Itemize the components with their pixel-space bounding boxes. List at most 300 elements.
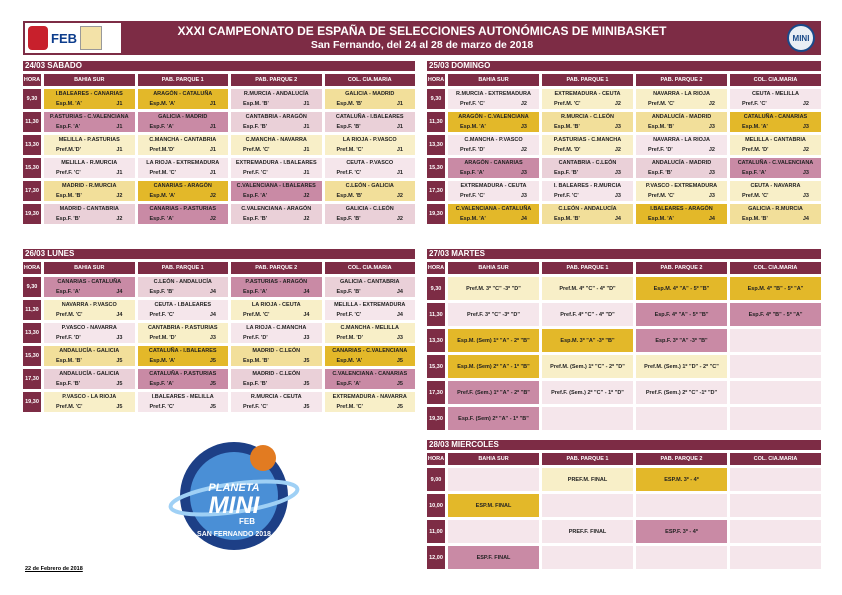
game-cell [730, 204, 821, 224]
game-cell [44, 369, 135, 389]
match-round: J4 [396, 312, 403, 318]
venue-header: BAHIA SUR [44, 262, 135, 274]
match-label: Pref.M. (Sem.) 1º "D" - 2º "C" [644, 363, 719, 370]
day-header: 24/03 SABADO [23, 61, 415, 71]
match-teams: ANDALUCÍA - MADRID [651, 114, 712, 120]
venue-header: PAB. PARQUE 1 [542, 453, 633, 465]
match-round: J2 [396, 193, 403, 199]
game-cell [448, 407, 539, 430]
game-cell [138, 323, 229, 343]
match-round: J5 [396, 404, 403, 410]
match-label: Pref.M. 4º "C" - 4º "D" [559, 285, 616, 292]
match-teams: C.MANCHA - P.VASCO [464, 137, 523, 143]
game-cell [636, 158, 727, 178]
game-cell [636, 204, 727, 224]
hora-header: HORA [427, 453, 445, 465]
match-teams: CANARIAS - P.ASTURIAS [149, 206, 216, 212]
match-teams: CANTABRIA - P.ASTURIAS [147, 325, 218, 331]
match-teams: ANDALUCÍA - MADRID [651, 160, 712, 166]
game-cell [636, 355, 727, 378]
match-label: Esp.M. 3º "A" -3º "B" [560, 337, 615, 344]
match-label: Esp.M. 4º "B" - 5º "A" [747, 285, 804, 292]
match-round: J4 [209, 289, 216, 295]
match-round: J1 [396, 147, 403, 153]
match-teams: NAVARRA - LA RIOJA [653, 91, 710, 97]
match-round: J5 [303, 358, 310, 364]
match-round: J5 [209, 358, 216, 364]
match-category: Pref.M. 'C' [243, 312, 270, 318]
match-round: J1 [396, 170, 403, 176]
match-category: Pref.M. 'C' [648, 193, 675, 199]
match-round: J5 [303, 404, 310, 410]
schedule-row [23, 204, 415, 224]
match-category: Pref.F. 'C' [554, 193, 579, 199]
game-cell [138, 369, 229, 389]
game-cell [231, 277, 322, 297]
schedule-miercoles [427, 440, 821, 569]
match-teams: R.MURCIA - CEUTA [250, 394, 302, 400]
match-label: Esp.M. (Sem) 1º "A" - 2º "B" [457, 337, 530, 344]
game-cell [231, 369, 322, 389]
time-cell: 15,30 [23, 158, 41, 178]
match-teams: MADRID - C.LEÓN [252, 348, 301, 354]
match-round: J1 [303, 101, 310, 107]
game-cell [636, 112, 727, 132]
match-label: Esp.F. (Sem) 2º "A" - 1º "B" [458, 415, 529, 422]
game-cell [448, 468, 539, 491]
time-cell: 11,30 [23, 112, 41, 132]
match-teams: GALICIA - C.LEÓN [345, 206, 394, 212]
game-cell [542, 112, 633, 132]
match-category: Esp.M. 'B' [554, 216, 580, 222]
match-round: J4 [209, 312, 216, 318]
match-teams: CANTABRIA - ARAGÓN [245, 114, 307, 120]
match-category: Esp.F. 'A' [243, 289, 268, 295]
game-cell [138, 300, 229, 320]
match-category: Pref.M.'D' [149, 147, 175, 153]
match-teams: ARAGÓN - CANARIAS [464, 160, 523, 166]
match-category: Pref.F. 'D' [243, 335, 268, 341]
match-category: Esp.M. 'B' [648, 124, 674, 130]
match-round: J3 [614, 170, 621, 176]
time-cell: 17,30 [23, 181, 41, 201]
match-teams: R.MURCIA - ANDALUCÍA [243, 91, 309, 97]
venue-header: PAB. PARQUE 1 [542, 74, 633, 86]
game-cell [231, 181, 322, 201]
venue-header: PAB. PARQUE 2 [636, 262, 727, 274]
match-round: J3 [116, 335, 123, 341]
game-cell [542, 204, 633, 224]
match-teams: CATALUÑA - I.BALEARES [148, 348, 217, 354]
time-cell: 11,00 [427, 520, 445, 543]
match-teams: CATALUÑA - C.VALENCIANA [737, 160, 814, 166]
venue-header: COL. CIA.MARIA [730, 453, 821, 465]
match-category: Pref.F. 'C' [742, 101, 767, 107]
game-cell [325, 300, 416, 320]
match-round: J2 [708, 147, 715, 153]
game-cell [730, 546, 821, 569]
match-round: J4 [614, 216, 621, 222]
game-cell [636, 381, 727, 404]
game-cell [542, 520, 633, 543]
match-round: J5 [116, 358, 123, 364]
game-cell [138, 158, 229, 178]
match-teams: CATALUÑA - P.ASTURIAS [149, 371, 217, 377]
page-header [23, 21, 821, 55]
match-round: J2 [209, 193, 216, 199]
game-cell [730, 520, 821, 543]
match-teams: P.ASTURIAS - ARAGÓN [245, 279, 308, 285]
match-category: Esp.F. 'B' [554, 170, 579, 176]
game-cell [231, 204, 322, 224]
match-label: ESP.M. 3º - 4º [664, 476, 699, 483]
schedule-row [427, 546, 821, 569]
schedule-row [23, 112, 415, 132]
game-cell [730, 303, 821, 326]
match-round: J4 [303, 312, 310, 318]
hora-header: HORA [23, 262, 41, 274]
schedule-row [23, 369, 415, 389]
game-cell [636, 135, 727, 155]
game-cell [325, 89, 416, 109]
schedule-row [23, 323, 415, 343]
game-cell [448, 158, 539, 178]
hora-header: HORA [427, 74, 445, 86]
game-cell [44, 181, 135, 201]
match-teams: R.MURCIA - C.LEÓN [561, 114, 614, 120]
match-category: Esp.M. 'A' [149, 193, 176, 199]
match-teams: CANARIAS - C.VALENCIANA [332, 348, 408, 354]
match-category: Pref.F. 'C' [460, 193, 485, 199]
match-round: J2 [520, 147, 527, 153]
page-title: XXXI CAMPEONATO DE ESPAÑA DE SELECCIONES AUTONÓMICAS DE MINIBASKET [177, 24, 667, 38]
match-category: Pref.M. 'C' [648, 101, 675, 107]
match-teams: MADRID - CANTABRIA [59, 206, 119, 212]
match-teams: CEUTA - P.VASCO [346, 160, 394, 166]
venue-header: BAHIA SUR [448, 262, 539, 274]
match-teams: LA RIOJA - C.MANCHA [246, 325, 307, 331]
match-category: Esp.M. 'A' [648, 216, 674, 222]
match-round: J3 [303, 335, 310, 341]
poster-planeta: PLANETA [208, 482, 260, 494]
match-teams: NAVARRA - P.VASCO [61, 302, 117, 308]
schedule-row [427, 135, 821, 155]
match-category: Esp.M. 'B' [56, 358, 82, 364]
match-category: Esp.M. 'A' [56, 101, 82, 107]
match-round: J2 [520, 101, 527, 107]
match-label: PREF.F. FINAL [568, 528, 607, 535]
time-cell: 15,30 [427, 355, 445, 378]
match-category: Pref.F. 'C' [336, 170, 362, 176]
schedule-row [427, 381, 821, 404]
match-category: Esp.F. 'B' [56, 216, 81, 222]
match-category: Esp.F. 'A' [149, 216, 174, 222]
game-cell [636, 468, 727, 491]
game-cell [542, 546, 633, 569]
match-category: Pref.M. 'D' [149, 335, 176, 341]
match-round: J1 [303, 147, 310, 153]
venue-header: PAB. PARQUE 2 [636, 74, 727, 86]
match-round: J2 [614, 147, 621, 153]
match-round: J2 [396, 216, 403, 222]
game-cell [542, 158, 633, 178]
match-round: J5 [209, 381, 216, 387]
game-cell [231, 323, 322, 343]
time-cell: 13,30 [427, 135, 445, 155]
time-cell: 15,30 [23, 346, 41, 366]
time-cell: 19,30 [427, 204, 445, 224]
match-category: Pref.M.'D' [56, 147, 81, 153]
game-cell [231, 135, 322, 155]
game-cell [231, 158, 322, 178]
time-cell: 9,30 [23, 89, 41, 109]
match-round: J1 [209, 101, 216, 107]
match-label: Esp.F. 4º "B" - 5º "A" [748, 311, 803, 318]
match-category: Pref.F. 'C' [243, 404, 268, 410]
day-header: 27/03 MARTES [427, 249, 821, 259]
match-round: J4 [708, 216, 715, 222]
match-teams: I.BALEARES - MELILLA [151, 394, 214, 400]
match-category: Esp.M. 'B' [554, 124, 580, 130]
match-teams: ARAGÓN - C.VALENCIANA [458, 114, 529, 120]
match-teams: R.MURCIA - EXTREMADURA [456, 91, 531, 97]
match-category: Esp.M. 'B' [243, 101, 269, 107]
match-teams: I. BALEARES - R.MURCIA [553, 183, 622, 189]
match-label: ESP.F. 3º - 4º [665, 528, 698, 535]
game-cell [44, 323, 135, 343]
match-category: Esp.M. 'A' [336, 358, 363, 364]
match-category: Pref.M. 'C' [336, 147, 363, 153]
page-subtitle: San Fernando, del 24 al 28 de marzo de 2018 [310, 39, 534, 51]
schedule-row [23, 346, 415, 366]
match-round: J4 [802, 216, 809, 222]
match-label: Pref.F. 4º "C" - 4º "D" [560, 311, 615, 318]
match-category: Pref.M. 'C' [336, 404, 363, 410]
game-cell [730, 89, 821, 109]
match-label: Pref.M. 3º "C" -3º "D" [466, 285, 521, 292]
schedule-row [427, 277, 821, 300]
match-label: Pref.F. 3º "C" -3º "D" [467, 311, 520, 318]
game-cell [138, 89, 229, 109]
game-cell [730, 407, 821, 430]
game-cell [44, 277, 135, 297]
match-round: J4 [116, 312, 123, 318]
match-round: J3 [614, 124, 621, 130]
game-cell [44, 346, 135, 366]
match-round: J3 [802, 193, 809, 199]
match-teams: EXTREMADURA - CEUTA [460, 183, 527, 189]
venue-header: COL. CIA.MARIA [730, 74, 821, 86]
game-cell [448, 89, 539, 109]
schedule-row [427, 329, 821, 352]
match-round: J1 [209, 170, 216, 176]
game-cell [325, 369, 416, 389]
time-cell: 13,30 [427, 329, 445, 352]
game-cell [636, 89, 727, 109]
match-round: J3 [614, 193, 621, 199]
match-teams: P.VASCO - EXTREMADURA [645, 183, 718, 189]
schedule-row [23, 300, 415, 320]
match-teams: ANDALUCÍA - GALICIA [59, 348, 120, 354]
match-teams: EXTREMADURA - CEUTA [554, 91, 621, 97]
match-category: Esp.F. 'B' [243, 216, 268, 222]
game-cell [730, 355, 821, 378]
game-cell [325, 323, 416, 343]
game-cell [542, 468, 633, 491]
schedule-row [23, 89, 415, 109]
match-round: J5 [303, 381, 310, 387]
match-round: J3 [802, 170, 809, 176]
match-category: Esp.F. 'A' [336, 381, 361, 387]
venue-header: PAB. PARQUE 2 [231, 74, 322, 86]
venue-header-row [23, 262, 415, 274]
game-cell [730, 468, 821, 491]
game-cell [231, 346, 322, 366]
match-round: J1 [303, 124, 310, 130]
schedule-row [23, 135, 415, 155]
time-cell: 9,00 [427, 468, 445, 491]
match-category: Pref.F. 'C' [149, 404, 175, 410]
time-cell: 17,30 [427, 381, 445, 404]
match-round: J2 [614, 101, 621, 107]
match-teams: P.VASCO - NAVARRA [61, 325, 117, 331]
match-teams: I.BALEARES - CANARIAS [55, 91, 123, 97]
game-cell [636, 303, 727, 326]
match-category: Esp.M. 'A' [742, 124, 768, 130]
match-teams: MELILLA - P.ASTURIAS [58, 137, 120, 143]
game-cell [448, 329, 539, 352]
match-category: Esp.M. 'B' [336, 193, 363, 199]
schedule-row [427, 303, 821, 326]
venue-header: COL. CIA.MARIA [325, 262, 416, 274]
poster-feb: FEB [239, 517, 255, 526]
schedule-martes [427, 249, 821, 430]
match-label: Esp.M. (Sem) 2º "A" - 1º "B" [457, 363, 530, 370]
game-cell [325, 158, 416, 178]
match-category: Esp.F. 'A' [56, 289, 81, 295]
game-cell [542, 494, 633, 517]
match-category: Esp.F. 'A' [742, 170, 767, 176]
match-round: J3 [708, 170, 715, 176]
match-teams: CEUTA - NAVARRA [750, 183, 801, 189]
venue-header: PAB. PARQUE 1 [542, 262, 633, 274]
venue-header: COL. CIA.MARIA [325, 74, 416, 86]
time-cell: 9,30 [427, 89, 445, 109]
game-cell [448, 303, 539, 326]
game-cell [636, 494, 727, 517]
basketball-icon [250, 445, 276, 471]
planeta-mini-poster [163, 436, 305, 558]
match-teams: LA RIOJA - P.VASCO [342, 137, 397, 143]
game-cell [231, 89, 322, 109]
match-label: ESP.F. FINAL [476, 554, 511, 561]
time-cell: 11,30 [23, 300, 41, 320]
match-teams: C.MANCHA - CANTABRIA [149, 137, 217, 143]
time-cell: 12,00 [427, 546, 445, 569]
match-category: Esp.M. 'B' [243, 358, 269, 364]
venue-header: PAB. PARQUE 2 [231, 262, 322, 274]
game-cell [730, 329, 821, 352]
game-cell [636, 181, 727, 201]
match-category: Esp.F. 'B' [243, 124, 268, 130]
venue-header: COL. CIA.MARIA [730, 262, 821, 274]
match-teams: C.VALENCIANA - ARAGÓN [241, 206, 312, 212]
game-cell [448, 204, 539, 224]
game-cell [730, 277, 821, 300]
match-category: Esp.F. 'B' [336, 216, 361, 222]
venue-header: BAHIA SUR [44, 74, 135, 86]
match-label: Pref.F. (Sem.) 2º "C" - 1º "D" [551, 389, 624, 396]
match-label: PREF.M. FINAL [567, 476, 608, 483]
hora-header: HORA [23, 74, 41, 86]
match-teams: CANARIAS - ARAGÓN [153, 183, 212, 189]
game-cell [730, 381, 821, 404]
match-category: Esp.F. 'A' [243, 193, 268, 199]
game-cell [448, 181, 539, 201]
match-teams: EXTREMADURA - NAVARRA [332, 394, 407, 400]
match-category: Pref.M. 'C' [56, 312, 83, 318]
schedule-row [427, 89, 821, 109]
match-category: Esp.F. 'B' [149, 289, 174, 295]
game-cell [138, 277, 229, 297]
match-category: Pref.M. 'C' [554, 101, 581, 107]
match-teams: CANARIAS - CATALUÑA [57, 279, 122, 285]
schedule-row [427, 407, 821, 430]
match-round: J2 [116, 216, 123, 222]
match-teams: P.VASCO - LA RIOJA [62, 394, 117, 400]
match-teams: EXTREMADURA - I.BALEARES [235, 160, 317, 166]
match-teams: I.BALEARES - ARAGÓN [650, 206, 713, 212]
game-cell [448, 355, 539, 378]
schedule-row [427, 112, 821, 132]
game-cell [44, 204, 135, 224]
game-cell [542, 303, 633, 326]
match-label: Pref.F. (Sem.) 1º "A" - 2º "B" [457, 389, 530, 396]
game-cell [44, 300, 135, 320]
match-category: Pref.M. 'C' [742, 193, 769, 199]
game-cell [448, 381, 539, 404]
time-cell: 13,30 [23, 135, 41, 155]
match-round: J2 [802, 101, 809, 107]
time-cell: 17,30 [427, 181, 445, 201]
game-cell [138, 181, 229, 201]
game-cell [325, 135, 416, 155]
match-category: Pref.F. 'C' [336, 312, 362, 318]
game-cell [730, 112, 821, 132]
match-category: Esp.M. 'B' [56, 193, 82, 199]
venue-header: BAHIA SUR [448, 74, 539, 86]
match-category: Pref.M. 'C' [56, 404, 83, 410]
schedule-sabado [23, 61, 415, 224]
time-cell: 17,30 [23, 369, 41, 389]
game-cell [138, 346, 229, 366]
game-cell [44, 112, 135, 132]
match-round: J5 [209, 404, 216, 410]
match-category: Pref.F. 'D' [56, 335, 81, 341]
match-round: J3 [520, 124, 527, 130]
time-cell: 11,30 [427, 112, 445, 132]
venue-header: PAB. PARQUE 1 [138, 74, 229, 86]
time-cell: 19,30 [427, 407, 445, 430]
schedule-row [23, 158, 415, 178]
match-category: Pref.M. 'C' [149, 170, 176, 176]
schedule-row [427, 468, 821, 491]
match-category: Pref.F. 'C' [149, 312, 175, 318]
match-category: Pref.F. 'D' [648, 147, 673, 153]
game-cell [325, 112, 416, 132]
match-round: J1 [116, 124, 123, 130]
game-cell [44, 89, 135, 109]
